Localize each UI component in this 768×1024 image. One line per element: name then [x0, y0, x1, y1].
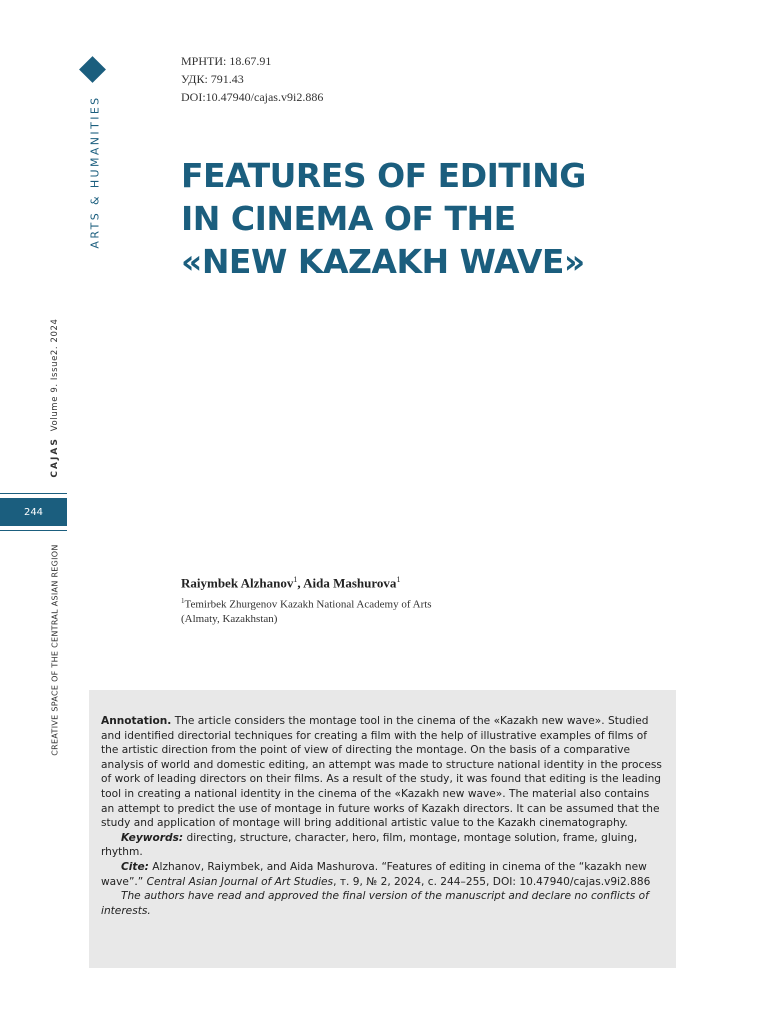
keywords-paragraph: [101, 831, 665, 860]
affiliation-location: (Almaty, Kazakhstan): [181, 612, 278, 625]
title-line-3: «NEW KAZAKH WAVE»: [181, 242, 585, 281]
affiliation-name: Temirbek Zhurgenov Kazakh National Academy of Arts: [184, 598, 432, 611]
journal-volume: Volume 9. Issue2. 2024: [50, 318, 60, 432]
article-metadata: [181, 52, 323, 106]
annotation-label: Annotation.: [101, 715, 172, 727]
cite-details: , т. 9, № 2, 2024, с. 244–255, DOI: 10.47940/cajas.v9i2.886: [333, 875, 651, 888]
journal-name: CAJAS: [50, 437, 60, 478]
affil-mark: 1: [181, 597, 185, 605]
title-line-1: FEATURES OF EDITING: [181, 156, 586, 195]
journal-issue-label: [50, 318, 60, 477]
declaration: [101, 889, 665, 918]
cite-journal: Central Asian Journal of Art Studies: [146, 875, 334, 888]
author-name: Aida Mashurova: [303, 575, 397, 591]
page-number-rule-bottom: [0, 530, 67, 531]
title-line-2: IN CINEMA OF THE: [181, 199, 516, 238]
abstract: [101, 714, 665, 918]
author-separator: ,: [297, 575, 304, 591]
article-title: [181, 154, 586, 283]
page-number-rule-top: [0, 493, 67, 494]
region-label: CREATIVE SPACE OF THE CENTRAL ASIAN REGION: [50, 544, 60, 756]
cite-paragraph: [101, 860, 665, 889]
annotation-paragraph: [101, 714, 665, 831]
annotation-text: The article considers the montage tool in the cinema of the «Kazakh new wave». Studied and identified directorial techniques for creating a film with the help of illustrative examples of films of the artistic direction from the point of view of directing the montage. On the basis of a comparative analysis of world and domestic editing, an attempt was made to structure national identity in the process of work of leading directors on their films. As a result of the study, it was found that editing is the leading tool in creating a national identity in the cinema of the «Kazakh new wave». The material also contains an attempt to predict the use of montage in future works of Kazakh directors. It can be assumed that the study and application of montage will bring additional artistic value to the Kazakh cinematography.: [101, 715, 662, 830]
author-affil-mark: 1: [293, 575, 298, 584]
author-affil-mark: 1: [396, 575, 401, 584]
doi: DOI:10.47940/cajas.v9i2.886: [181, 90, 324, 104]
keywords-label: Keywords:: [121, 831, 184, 844]
cite-text: Alzhanov, Raiymbek, and Aida Mashurova. “Features of editing in cinema of the “kazakh new wave”.”: [101, 860, 647, 888]
page-number: 244: [0, 498, 67, 526]
cite-label: Cite:: [121, 860, 149, 873]
keywords-text: directing, structure, character, hero, film, montage, montage solution, frame, gluing, rhythm.: [101, 831, 638, 859]
authors: [181, 575, 400, 591]
declaration-text: The authors have read and approved the final version of the manuscript and declare no conflicts of interests.: [101, 890, 649, 917]
affiliation: [181, 594, 432, 626]
udk-code: УДК: 791.43: [181, 72, 244, 86]
section-label: ARTS & HUMANITIES: [88, 95, 102, 249]
mrnti-code: МРНТИ: 18.67.91: [181, 54, 272, 68]
diamond-ornament: [79, 56, 106, 83]
author-name: Raiymbek Alzhanov: [181, 575, 294, 591]
